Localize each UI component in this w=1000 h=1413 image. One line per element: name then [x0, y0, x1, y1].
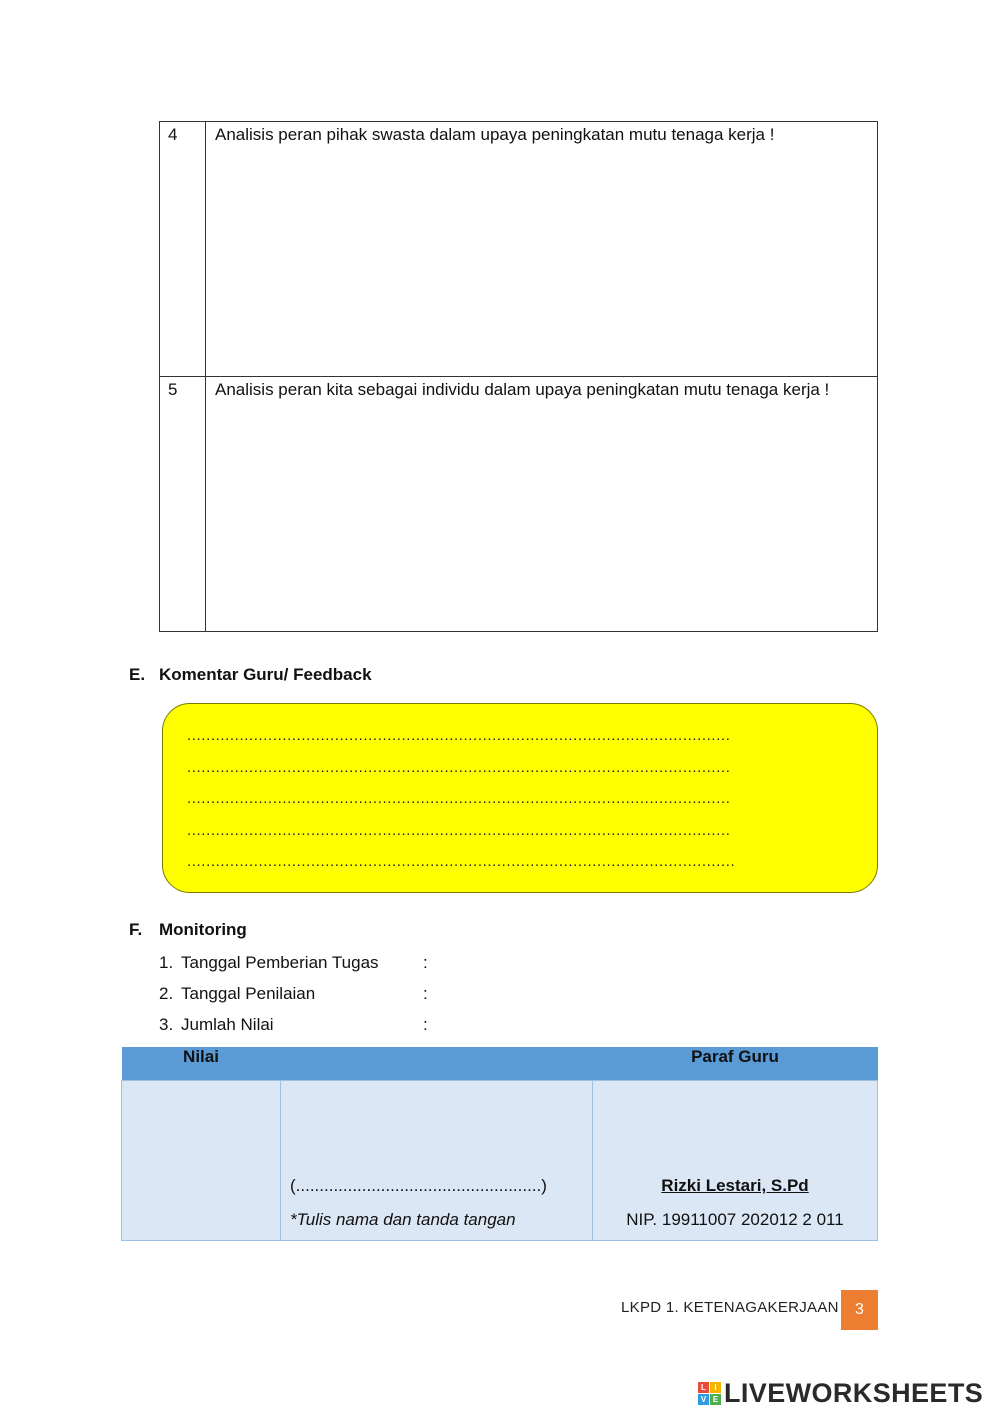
- monitoring-colon: :: [423, 1015, 428, 1034]
- section-f-heading: [129, 920, 247, 940]
- header-empty: [281, 1047, 593, 1081]
- section-e-letter: E.: [129, 665, 146, 684]
- feedback-line[interactable]: ..................................................................................................................: [187, 758, 731, 776]
- grade-table: [121, 1047, 878, 1241]
- question-number: 5: [160, 377, 206, 632]
- header-paraf-guru: Paraf Guru: [593, 1047, 878, 1081]
- liveworksheets-brand: [698, 1376, 983, 1410]
- feedback-line[interactable]: ..................................................................................................................: [187, 727, 731, 744]
- teacher-name: Rizki Lestari, S.Pd: [661, 1176, 809, 1195]
- logo-letter: E: [710, 1394, 721, 1405]
- question-row: [160, 122, 878, 377]
- monitoring-item: [159, 984, 428, 1004]
- logo-letter: I: [710, 1382, 721, 1393]
- student-sign-cell[interactable]: [281, 1081, 593, 1241]
- footer-label: LKPD 1. KETENAGAKERJAAN: [621, 1299, 839, 1316]
- section-e-title: Komentar Guru/ Feedback: [159, 665, 372, 684]
- logo-letter: L: [698, 1382, 709, 1393]
- section-f-letter: F.: [129, 920, 143, 939]
- feedback-line[interactable]: ..................................................................................................................: [187, 821, 731, 839]
- monitoring-item: [159, 1015, 428, 1035]
- section-e-heading: [129, 665, 372, 685]
- question-table: [159, 121, 878, 632]
- question-text: Analisis peran kita sebagai individu dalam upaya peningkatan mutu tenaga kerja !: [206, 377, 878, 632]
- monitoring-number: 1.: [159, 953, 174, 972]
- page-number-badge: 3: [841, 1290, 878, 1330]
- teacher-sign-cell: [593, 1081, 878, 1241]
- question-number: 4: [160, 122, 206, 377]
- brand-name: LIVEWORKSHEETS: [724, 1377, 984, 1408]
- monitoring-label: Tanggal Penilaian: [181, 984, 316, 1003]
- nilai-cell[interactable]: [122, 1081, 281, 1241]
- header-nilai: Nilai: [122, 1047, 281, 1081]
- signature-placeholder: (....................................................): [290, 1176, 547, 1195]
- monitoring-colon: :: [423, 953, 428, 972]
- feedback-line[interactable]: ...................................................................................................................: [187, 853, 736, 870]
- question-text: Analisis peran pihak swasta dalam upaya peningkatan mutu tenaga kerja !: [206, 122, 878, 377]
- monitoring-label: Jumlah Nilai: [181, 1015, 274, 1034]
- signature-note: *Tulis nama dan tanda tangan: [290, 1210, 516, 1229]
- question-row: [160, 377, 878, 632]
- feedback-box[interactable]: [162, 703, 878, 893]
- monitoring-colon: :: [423, 984, 428, 1003]
- monitoring-label: Tanggal Pemberian Tugas: [181, 953, 379, 972]
- liveworksheets-logo-icon: [698, 1382, 721, 1405]
- logo-letter: V: [698, 1394, 709, 1405]
- teacher-nip: NIP. 19911007 202012 2 011: [626, 1210, 844, 1229]
- feedback-line[interactable]: ..................................................................................................................: [187, 790, 731, 807]
- section-f-title: Monitoring: [159, 920, 247, 939]
- monitoring-number: 3.: [159, 1015, 174, 1034]
- monitoring-item: [159, 953, 428, 973]
- monitoring-number: 2.: [159, 984, 174, 1003]
